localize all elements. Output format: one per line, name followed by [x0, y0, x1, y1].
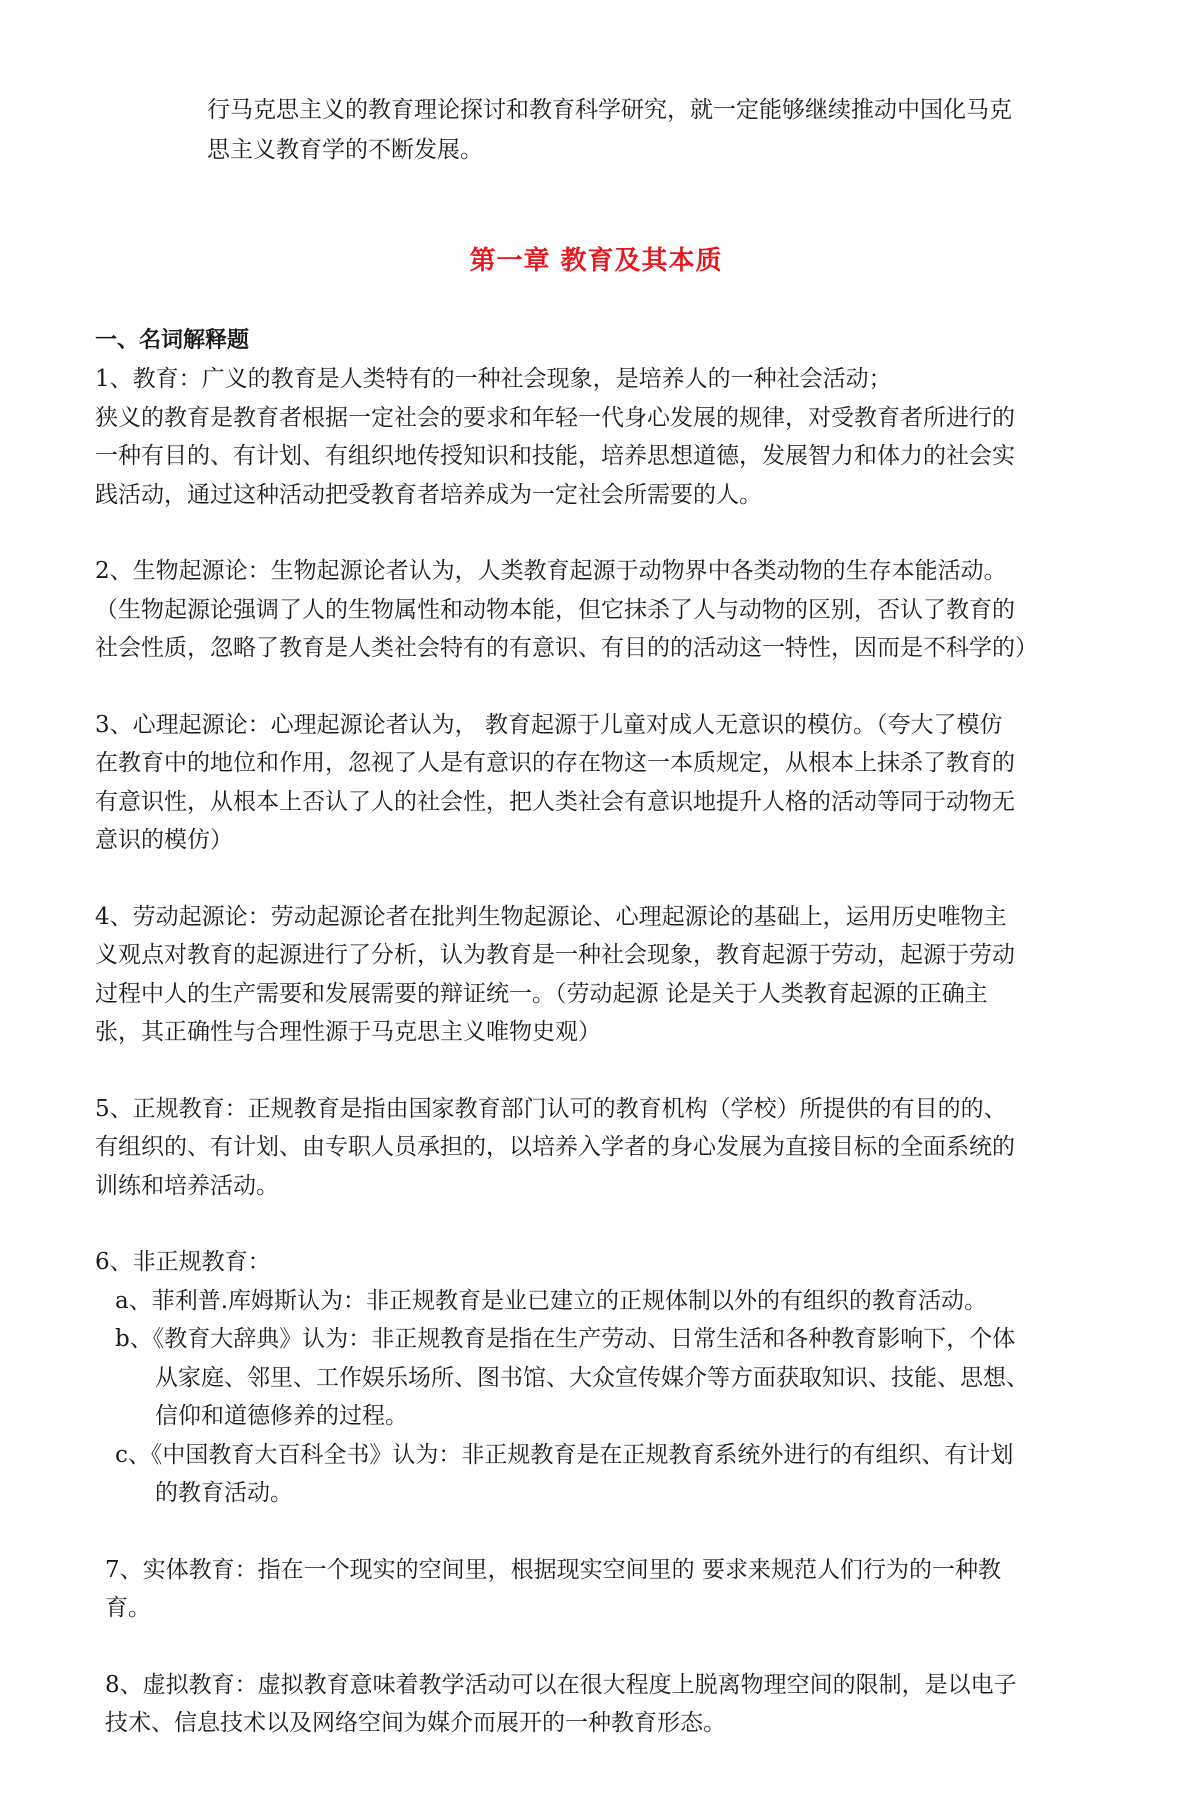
entry-line: 践活动，通过这种活动把受教育者培养成为一定社会所需要的人。: [95, 481, 762, 508]
sub-item-c: [95, 1436, 1090, 1513]
entry-virtual-education: [95, 1666, 1090, 1743]
entry-line: 5、正规教育：正规教育是指由国家教育部门认可的教育机构（学校）所提供的有目的的、: [95, 1095, 1007, 1122]
sub-line: 信仰和道德修养的过程。: [155, 1403, 408, 1429]
entry-biological-origin: [95, 552, 1090, 668]
entry-line: 在教育中的地位和作用，忽视了人是有意识的存在物这一本质规定，从根本上抹杀了教育的: [95, 750, 1015, 776]
chapter-title: 第一章 教育及其本质: [469, 246, 723, 276]
section-heading: 一、名词解释题: [95, 328, 250, 353]
entry-line: 1、教育：广义的教育是人类特有的一种社会现象，是培养人的一种社会活动；: [95, 366, 892, 392]
entry-nonformal-education: [95, 1243, 1090, 1513]
intro-line: 行马克思主义的教育理论探讨和教育科学研究，就一定能够继续推动中国化马克: [207, 97, 1012, 123]
entry-physical-education: [95, 1551, 1090, 1628]
entry-formal-education: [95, 1090, 1090, 1206]
entry-line: 2、生物起源论：生物起源论者认为，人类教育起源于动物界中各类动物的生存本能活动。: [95, 558, 1007, 584]
entry-line: 技术、信息技术以及网络空间为媒介而展开的一种教育形态。: [105, 1710, 726, 1736]
entry-line: 社会性质，忽略了教育是人类社会特有的有意识、有目的的活动这一特性，因而是不科学的）: [95, 635, 1038, 661]
sub-line: c、《中国教育大百科全书》认为：非正规教育是在正规教育系统外进行的有组织、有计划: [115, 1441, 1014, 1468]
entry-line: 一种有目的、有计划、有组织地传授知识和技能，培养思想道德，发展智力和体力的社会实: [95, 443, 1015, 469]
entry-line: （生物起源论强调了人的生物属性和动物本能，但它抹杀了人与动物的区别，否认了教育的: [95, 596, 1015, 623]
intro-paragraph: [207, 90, 1087, 170]
entry-line: 过程中人的生产需要和发展需要的辩证统一。（劳动起源 论是关于人类教育起源的正确主: [95, 980, 988, 1007]
entry-line: 有意识性，从根本上否认了人的社会性，把人类社会有意识地提升人格的活动等同于动物无: [95, 788, 1015, 815]
entry-line: 育。: [105, 1595, 151, 1621]
entry-labor-origin: [95, 898, 1090, 1052]
section-content: [95, 322, 1090, 1781]
sub-line: 从家庭、邻里、工作娱乐场所、图书馆、大众宣传媒介等方面获取知识、技能、思想、: [155, 1364, 1029, 1391]
sub-line: 的教育活动。: [155, 1480, 293, 1506]
entry-line: 有组织的、有计划、由专职人员承担的，以培养入学者的身心发展为直接目标的全面系统的: [95, 1134, 1015, 1160]
intro-line: 思主义教育学的不断发展。: [207, 137, 483, 163]
sub-line: b、《教育大辞典》认为：非正规教育是指在生产劳动、日常生活和各种教育影响下，个体: [115, 1326, 1016, 1352]
entry-title: 6、非正规教育：: [95, 1249, 271, 1275]
entry-line: 3、心理起源论：心理起源论者认为， 教育起源于儿童对成人无意识的模仿。（夸大了模仿: [95, 711, 1003, 738]
entry-line: 7、实体教育：指在一个现实的空间里，根据现实空间里的 要求来规范人们行为的一种教: [105, 1556, 1001, 1583]
entry-line: 4、劳动起源论：劳动起源论者在批判生物起源论、心理起源论的基础上，运用历史唯物主: [95, 903, 1007, 930]
entry-line: 义观点对教育的起源进行了分析，认为教育是一种社会现象，教育起源于劳动，起源于劳动: [95, 942, 1015, 968]
entry-line: 张，其正确性与合理性源于马克思主义唯物史观）: [95, 1019, 601, 1045]
entry-education: [95, 360, 1090, 514]
sub-item-a: a、菲利普.库姆斯认为：非正规教育是业已建立的正规体制以外的有组织的教育活动。: [115, 1287, 988, 1314]
sub-item-b: [95, 1320, 1090, 1436]
entry-psychological-origin: [95, 706, 1090, 860]
entry-line: 狭义的教育是教育者根据一定社会的要求和年轻一代身心发展的规律，对受教育者所进行的: [95, 404, 1015, 431]
entry-line: 8、虚拟教育：虚拟教育意味着教学活动可以在很大程度上脱离物理空间的限制，是以电子: [105, 1671, 1017, 1698]
entry-line: 意识的模仿）: [95, 827, 233, 853]
entry-line: 训练和培养活动。: [95, 1172, 279, 1199]
